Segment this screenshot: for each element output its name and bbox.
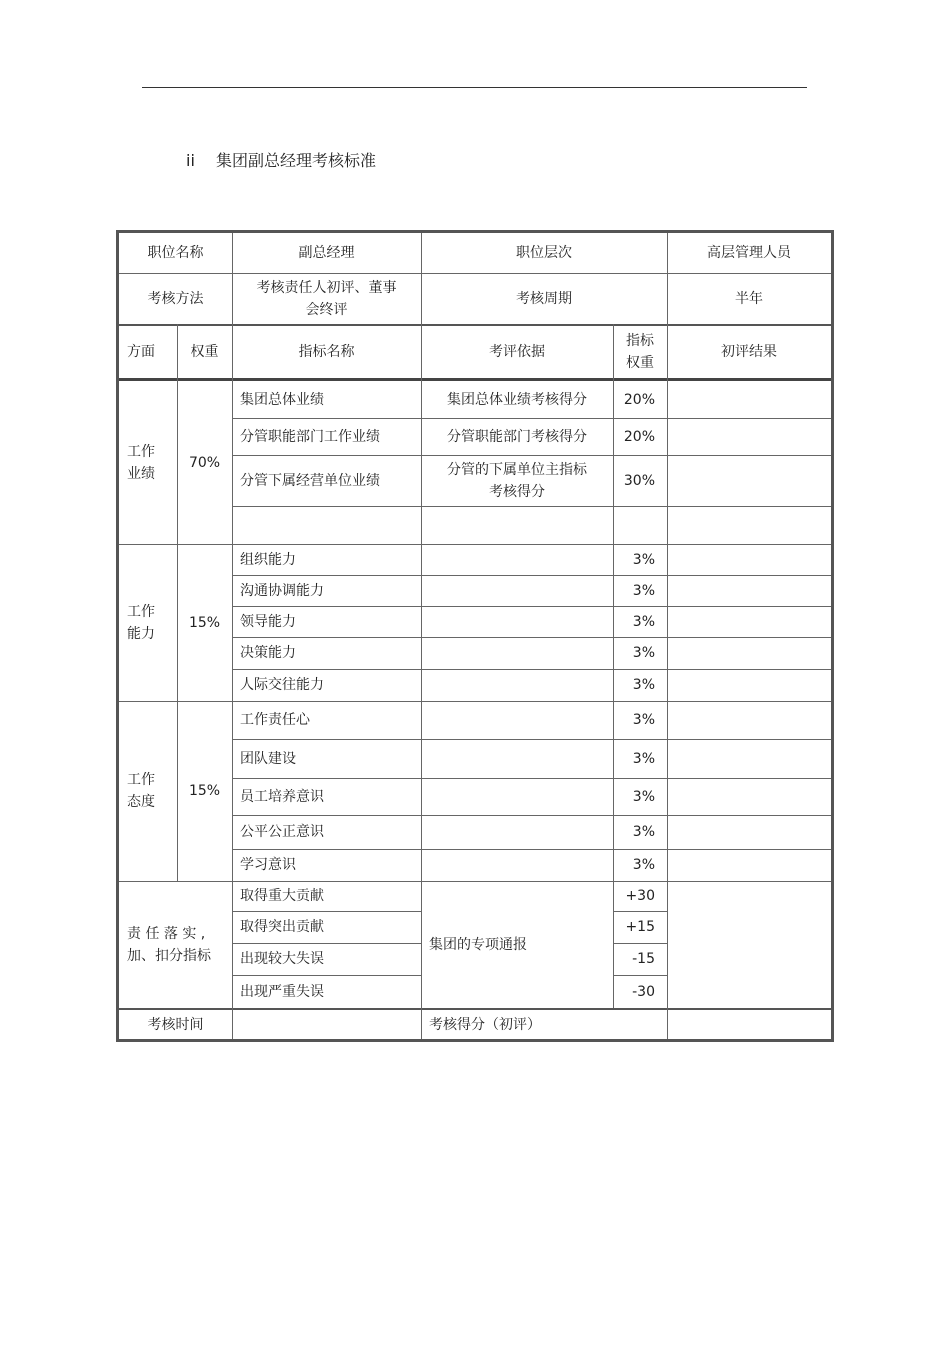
bonus-weight: -15	[632, 951, 655, 967]
section-weight: 15%	[188, 614, 221, 631]
section-aspect: 工作 态度	[127, 772, 155, 810]
col-header-indicator: 指标名称	[298, 344, 355, 360]
indicator-weight: 30%	[623, 472, 655, 489]
method-value: 考核责任人初评、董事 会终评	[256, 279, 397, 318]
indicator-weight: 20%	[623, 391, 655, 408]
indicator-name: 分管下属经营单位业绩	[240, 472, 380, 489]
assessment-table	[116, 230, 834, 1042]
assessment-score-label: 考核得分（初评）	[429, 1016, 541, 1033]
indicator-weight: 3%	[632, 824, 655, 840]
indicator-weight: 3%	[632, 857, 655, 873]
bonus-basis: 集团的专项通报	[429, 936, 527, 953]
indicator-weight: 3%	[632, 582, 655, 599]
indicator-weight: 3%	[632, 551, 655, 568]
position-name-label: 职位名称	[147, 245, 204, 261]
bonus-weight: +15	[625, 919, 655, 935]
col-header-aspect: 方面	[127, 344, 155, 360]
bonus-indicator: 取得突出贡献	[240, 919, 324, 935]
period-label: 考核周期	[516, 290, 572, 307]
indicator-name: 人际交往能力	[240, 677, 324, 693]
indicator-weight: 3%	[632, 750, 655, 767]
assessment-time-value[interactable]	[232, 1010, 421, 1039]
indicator-name: 学习意识	[240, 857, 296, 873]
top-rule	[142, 87, 807, 88]
indicator-name: 分管职能部门工作业绩	[240, 428, 380, 445]
period-value: 半年	[735, 290, 763, 307]
basis: 集团总体业绩考核得分	[447, 391, 587, 408]
basis: 分管的下属单位主指标 考核得分	[447, 461, 587, 500]
col-header-result: 初评结果	[721, 344, 777, 360]
title-number: ii	[186, 151, 195, 170]
bonus-indicator: 出现严重失误	[240, 983, 324, 1000]
indicator-name: 领导能力	[240, 613, 296, 630]
indicator-name: 工作责任心	[240, 712, 310, 728]
title-text: 集团副总经理考核标准	[215, 151, 376, 170]
indicator-weight: 20%	[623, 428, 655, 445]
indicator-weight: 3%	[632, 712, 655, 728]
section-weight: 70%	[188, 454, 221, 471]
section-weight: 15%	[188, 783, 221, 799]
assessment-score-value[interactable]	[667, 1010, 831, 1039]
indicator-name: 员工培养意识	[240, 788, 324, 805]
indicator-name: 沟通协调能力	[240, 582, 324, 599]
indicator-weight: 3%	[632, 613, 655, 630]
bonus-indicator: 取得重大贡献	[240, 888, 324, 904]
method-label: 考核方法	[147, 290, 204, 307]
col-header-weight: 权重	[190, 344, 219, 360]
indicator-name: 公平公正意识	[240, 824, 324, 840]
position-level-value: 高层管理人员	[707, 245, 791, 261]
indicator-weight: 3%	[632, 788, 655, 805]
bonus-weight: -30	[632, 983, 655, 1000]
indicator-name: 组织能力	[240, 551, 296, 568]
indicator-name: 集团总体业绩	[240, 391, 324, 408]
position-level-label: 职位层次	[516, 245, 572, 261]
indicator-name: 团队建设	[240, 750, 296, 767]
indicator-name: 决策能力	[240, 645, 296, 661]
bonus-aspect: 责 任 落 实 , 加、扣分指标	[127, 925, 211, 964]
document-title	[186, 148, 376, 171]
section-aspect: 工作 业绩	[127, 443, 155, 482]
basis: 分管职能部门考核得分	[447, 428, 587, 445]
bonus-indicator: 出现较大失误	[240, 951, 324, 967]
position-name-value: 副总经理	[298, 245, 355, 261]
indicator-name	[232, 506, 421, 544]
indicator-weight: 3%	[632, 645, 655, 661]
assessment-time-label: 考核时间	[147, 1016, 204, 1033]
section-aspect: 工作 能力	[127, 603, 155, 642]
col-header-indicator-weight: 指标 权重	[626, 333, 654, 371]
bonus-weight: +30	[625, 888, 655, 904]
indicator-weight: 3%	[632, 677, 655, 693]
col-header-basis: 考评依据	[489, 344, 545, 360]
